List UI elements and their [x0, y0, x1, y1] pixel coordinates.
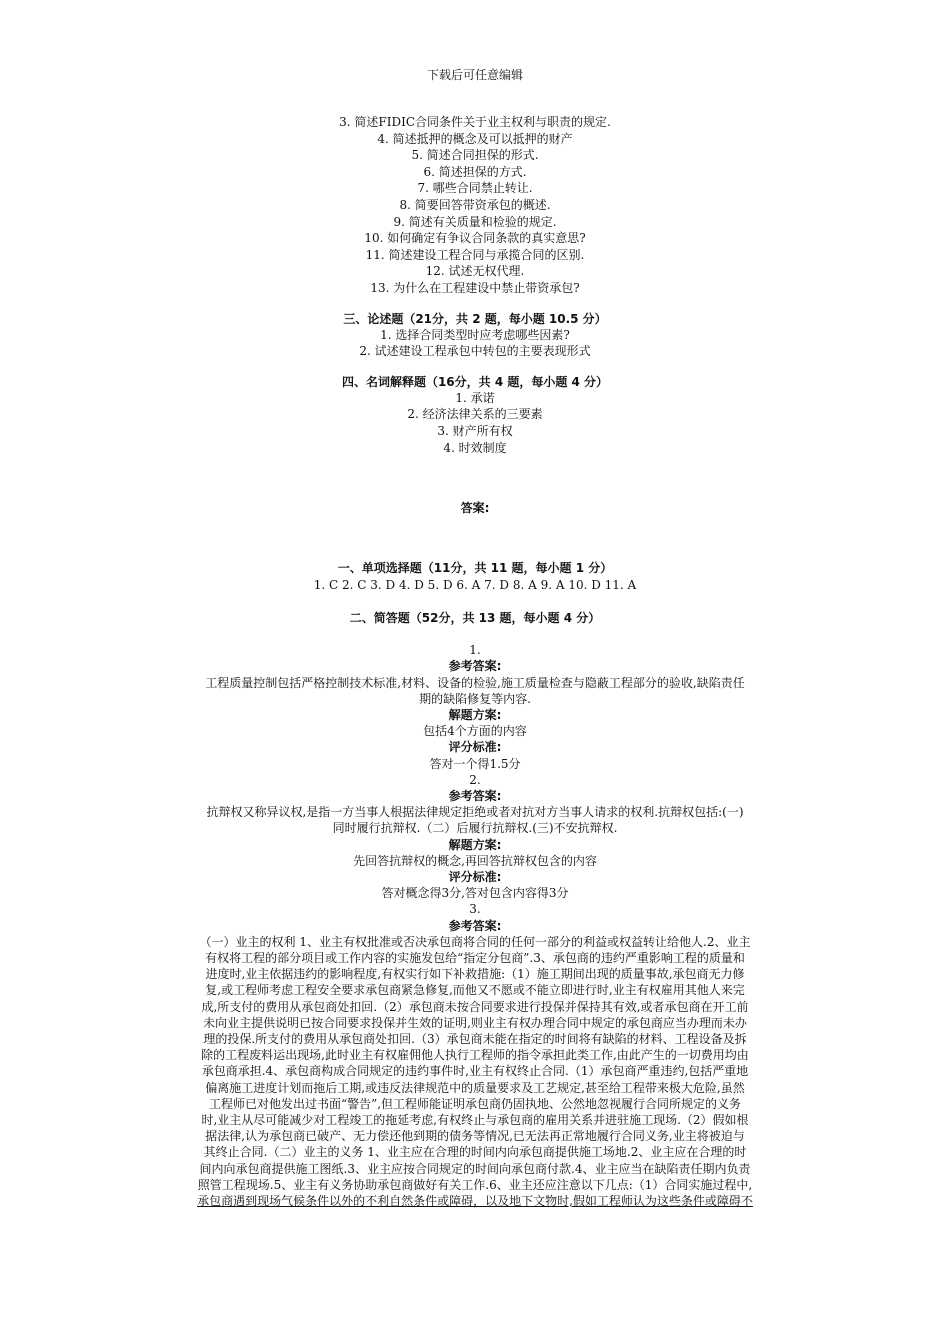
reference-answer-line: 抗辩权又称异议权,是指一方当事人根据法律规定拒绝或者对抗对方当事人请求的权利.抗辩权包括:(一): [206, 805, 744, 820]
header-text: 下载后可任意编辑: [426, 68, 523, 82]
reference-answer-line: 除的工程废料运出现场,此时业主有权雇佣他人执行工程师的指令承担此类工作,由此产生的一切费用均由: [201, 1048, 749, 1063]
question-item: 10. 如何确定有争议合同条款的真实意思?: [364, 231, 586, 246]
question-item: 3. 财产所有权: [437, 423, 513, 438]
question-item: 1. 选择合同类型时应考虑哪些因素?: [380, 327, 570, 342]
question-item: 3. 简述FIDIC合同条件关于业主权利与职责的规定.: [339, 115, 611, 129]
reference-answer-line: 有权将工程的部分项目或工作内容的实施发包给“指定分包商”.3、承包商的违约严重影响工程的质量和: [205, 950, 745, 965]
solution-text: 包括4个方面的内容: [423, 724, 527, 739]
question-item: 13. 为什么在工程建设中禁止带资承包?: [370, 280, 580, 295]
reference-answer-line: 工程质量控制包括严格控制技术标准,材料、设备的检验,施工质量检查与隐蔽工程部分的验收,缺陷责任: [205, 675, 745, 690]
section-title-multiple-choice: 一、单项选择题（11分，共 11 题，每小题 1 分）: [337, 561, 613, 576]
question-item: 6. 简述担保的方式.: [423, 164, 527, 179]
answer-item: [140, 901, 810, 1209]
question-item: 4. 简述抵押的概念及可以抵押的财产: [377, 131, 573, 146]
question-item: 4. 时效制度: [443, 440, 507, 455]
reference-answer-line: （一）业主的权利 1、业主有权批准或否决承包商将合同的任何一部分的利益或权益转让给他人.2、业主: [199, 934, 751, 949]
question-item: 1. 承诺: [455, 390, 495, 405]
answer-number: 3.: [469, 902, 481, 917]
question-item: 9. 简述有关质量和检验的规定.: [393, 214, 557, 229]
reference-answer-line: 据法律,认为承包商已破产、无力偿还他到期的债务等情况,已无法再正常地履行合同义务,业主将被迫与: [205, 1129, 745, 1144]
reference-answer-line: 承包商承担.4、承包商构成合同规定的违约事件时,业主有权终止合同.（1）承包商严重违约,包括严重地: [201, 1064, 749, 1079]
reference-answer-line: 间内向承包商提供施工图纸.3、业主应按合同规定的时间向承包商付款.4、业主应当在缺陷责任期内负责: [199, 1161, 751, 1176]
reference-answer-line: 承包商遇到现场气候条件以外的不利自然条件或障碍，以及地下文物时,假如工程师认为这些条件或障碍不: [197, 1194, 753, 1208]
question-item: 5. 简述合同担保的形式.: [411, 148, 539, 163]
reference-answer-label: 参考答案:: [448, 918, 502, 933]
reference-answer-line: 理的投保.所支付的费用从承包商处扣回.（3）承包商未能在指定的时间将有缺陷的材料、工程设备及拆: [203, 1031, 747, 1046]
reference-answer-line: 期的缺陷修复等内容.: [419, 691, 531, 706]
reference-answer-label: 参考答案:: [448, 788, 502, 803]
answers-heading: 答案:: [460, 501, 490, 516]
solution-label: 解题方案:: [448, 707, 502, 722]
answer-item: [140, 642, 810, 772]
scoring-text: 答对一个得1.5分: [429, 756, 521, 771]
solution-label: 解题方案:: [448, 837, 502, 852]
reference-answer-line: 偏离施工进度计划而拖后工期,或违反法律规范中的质量要求及工艺规定,甚至给工程带来极大危险,虽然: [205, 1080, 745, 1095]
short-question-list: [140, 114, 810, 297]
multiple-choice-answers: 1. C 2. C 3. D 4. D 5. D 6. A 7. D 8. A 9. A 10. D 11. A: [313, 578, 637, 593]
question-item: 8. 简要回答带资承包的概述.: [399, 197, 551, 212]
reference-answer-line: 未向业主提供说明已按合同要求投保并生效的证明,则业主有权办理合同中规定的承包商应当办理而未办: [203, 1015, 747, 1030]
document-body: [140, 114, 810, 1209]
reference-answer-line: 复,或工程师考虑工程安全要求承包商紧急修复,而他又不愿或不能立即进行时,业主有权雇用其他人来完: [205, 983, 745, 998]
scoring-text: 答对概念得3分,答对包含内容得3分: [381, 886, 569, 901]
question-item: 2. 试述建设工程承包中转包的主要表现形式: [359, 344, 591, 359]
scoring-label: 评分标准:: [448, 869, 502, 884]
question-item: 12. 试述无权代理.: [425, 264, 525, 279]
question-item: 7. 哪些合同禁止转让.: [417, 181, 533, 196]
essay-question-list: [140, 327, 810, 360]
scoring-label: 评分标准:: [448, 740, 502, 755]
answer-item: [140, 772, 810, 902]
section-title-terms: 四、名词解释题（16分，共 4 题，每小题 4 分）: [341, 374, 609, 389]
page-header: [0, 66, 950, 84]
answer-number: 2.: [469, 772, 481, 787]
reference-answer-line: 进度时,业主依据违约的影响程度,有权实行如下补救措施:（1）施工期间出现的质量事故,承包商无力修: [205, 967, 745, 982]
reference-answer-line: 其终止合同.（二）业主的义务 1、业主应在合理的时间内向承包商提供施工场地.2、业主应在合理的时: [203, 1145, 747, 1160]
section-title-essay: 三、论述题（21分，共 2 题，每小题 10.5 分）: [343, 311, 607, 326]
section-title-short-answer: 二、简答题（52分，共 13 题，每小题 4 分）: [349, 611, 601, 626]
reference-answer-line: 同时履行抗辩权.（二）后履行抗辩权.(三)不安抗辩权.: [332, 821, 618, 836]
reference-answer-label: 参考答案:: [448, 659, 502, 674]
term-question-list: [140, 390, 810, 456]
reference-answer-line: 工程师已对他发出过书面“警告”,但工程师能证明承包商仍固执地、公然地忽视履行合同所规定的义务: [208, 1096, 742, 1111]
answer-number: 1.: [469, 643, 481, 658]
solution-text: 先回答抗辩权的概念,再回答抗辩权包含的内容: [353, 853, 597, 868]
reference-answer-line: 照管工程现场.5、业主有义务协助承包商做好有关工作.6、业主还应注意以下几点:（1）合同实施过程中,: [197, 1177, 753, 1192]
reference-answer-line: 时,业主从尽可能减少对工程竣工的拖延考虑,有权终止与承包商的雇用关系并进驻施工现场.（2）假如根: [201, 1112, 749, 1127]
question-item: 2. 经济法律关系的三要素: [407, 407, 543, 422]
question-item: 11. 简述建设工程合同与承揽合同的区别.: [365, 247, 585, 262]
reference-answer-line: 成,所支付的费用从承包商处扣回.（2）承包商未按合同要求进行投保并保持其有效,或者承包商在开工前: [201, 999, 749, 1014]
